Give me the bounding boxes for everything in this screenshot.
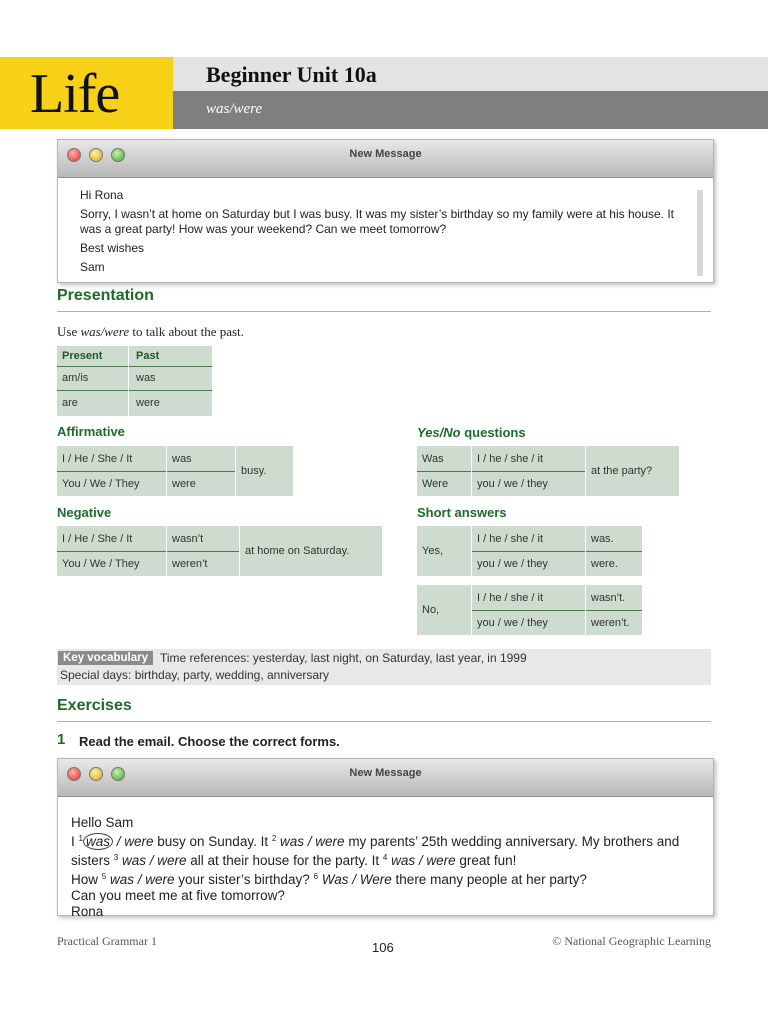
- table-divider: [166, 446, 167, 496]
- table-divider: [585, 446, 586, 496]
- exercises-heading: Exercises: [57, 697, 132, 714]
- special-days: [60, 668, 329, 682]
- key-vocabulary-label: Key vocabulary: [58, 651, 153, 665]
- email-scrollbar[interactable]: [697, 190, 703, 276]
- section-rule: [57, 311, 711, 312]
- text-run: your sister’s birthday?: [174, 872, 314, 887]
- table-cell-end: at the party?: [591, 465, 653, 477]
- time-references-text: yesterday, last night, on Saturday, last year, in 1999: [249, 651, 527, 665]
- table-cell-label: Yes,: [422, 545, 444, 557]
- table-cell: you / we / they: [477, 478, 548, 490]
- table-cell-end: busy.: [241, 465, 267, 477]
- negative-table: [57, 526, 382, 576]
- table-cell: am/is: [62, 372, 89, 384]
- short-answers-heading: Short answers: [417, 505, 507, 520]
- text-run: How: [71, 872, 102, 887]
- table-cell: were: [172, 478, 196, 490]
- table-cell: you / we / they: [477, 558, 548, 570]
- exercise-number: 1: [57, 731, 66, 748]
- short-answers-yes-table: [417, 526, 642, 576]
- short-answers-no-table: [417, 585, 642, 635]
- table-cell: wasn’t.: [591, 591, 626, 604]
- life-logo: Life: [30, 63, 120, 125]
- subtitle-bar: [173, 91, 768, 129]
- email-line: Sorry, I wasn’t at home on Saturday but I was busy. It was my sister’s birthday so my family were at his house. It was a great party! How was your weekend? Can we meet tomorrow?: [80, 207, 675, 236]
- email-line: Can you meet me at five tomorrow?: [71, 888, 285, 903]
- presentation-heading: Presentation: [57, 287, 154, 304]
- text-run: there many people at her party?: [391, 872, 587, 887]
- intro-text: [57, 324, 244, 340]
- time-references-label: Time references:: [160, 651, 250, 665]
- email-body: [58, 178, 713, 275]
- table-divider: [585, 585, 586, 635]
- table-cell: I / he / she / it: [477, 452, 544, 465]
- email-line: Sam: [80, 260, 105, 274]
- special-days-text: birthday, party, wedding, anniversary: [131, 668, 330, 682]
- table-divider: [585, 526, 586, 576]
- table-divider: [166, 526, 167, 576]
- intro-italic: was/were: [80, 324, 130, 339]
- choice[interactable]: Was / Were: [318, 872, 392, 887]
- email-signature: Rona: [71, 904, 104, 919]
- questions-table: [417, 446, 679, 496]
- footer-left: Practical Grammar 1: [57, 934, 157, 948]
- text-run: great fun!: [455, 853, 517, 868]
- table-cell: I / he / she / it: [477, 532, 544, 545]
- table-cell: You / We / They: [62, 558, 140, 570]
- footer-right: © National Geographic Learning: [552, 934, 711, 948]
- table-cell: was: [136, 372, 156, 384]
- negative-heading: Negative: [57, 505, 112, 520]
- table-cell: were.: [591, 558, 618, 570]
- email-window-title: New Message: [349, 148, 422, 160]
- table-divider: [128, 346, 129, 416]
- table-divider: [239, 526, 240, 576]
- table-cell: You / We / They: [62, 478, 140, 490]
- table-cell: you / we / they: [477, 617, 548, 629]
- table-cell-end: at home on Saturday.: [245, 545, 350, 557]
- key-vocabulary-box: [57, 649, 711, 685]
- table-divider: [471, 585, 472, 635]
- choice[interactable]: was / were: [387, 853, 456, 868]
- table-cell: Were: [422, 478, 449, 490]
- gap-number: 4: [382, 853, 388, 862]
- page-number: 106: [372, 940, 394, 955]
- table-divider: [471, 446, 472, 496]
- table-cell: wasn’t: [172, 532, 204, 545]
- table-header: Present: [62, 350, 103, 362]
- email-paragraph: [71, 831, 700, 869]
- email-window-title: New Message: [349, 767, 422, 779]
- questions-heading: [417, 425, 526, 440]
- choice[interactable]: was / were: [276, 834, 345, 849]
- gap-number: 1: [78, 834, 83, 843]
- table-cell: weren’t.: [591, 617, 630, 629]
- gap-number: 5: [101, 872, 107, 881]
- email-line: Best wishes: [80, 241, 145, 255]
- table-cell: weren’t: [172, 558, 208, 570]
- page-title: Beginner Unit 10a: [206, 62, 377, 87]
- questions-heading-rest: questions: [460, 425, 526, 440]
- special-days-label: Special days:: [60, 668, 132, 682]
- affirmative-table: [57, 446, 293, 496]
- table-cell: are: [62, 397, 78, 409]
- exercise-instruction: Read the email. Choose the correct forms.: [79, 734, 340, 749]
- circled-answer: was: [83, 833, 113, 850]
- text-run: busy on Sunday. It: [153, 834, 272, 849]
- text-run: all at their house for the party. It: [186, 853, 383, 868]
- questions-heading-italic: Yes/No: [417, 425, 461, 440]
- intro-prefix: Use: [57, 324, 81, 339]
- text-run: I: [71, 834, 79, 849]
- table-cell-label: No,: [422, 604, 440, 616]
- text-run: my parents’ 25th wedding anniversary. My brothers and sisters: [71, 834, 680, 868]
- page-subtitle: was/were: [206, 101, 263, 117]
- table-cell: was: [172, 452, 192, 465]
- choice[interactable]: was / were: [106, 872, 175, 887]
- table-cell: were: [136, 397, 160, 409]
- gap-number: 2: [271, 834, 277, 843]
- email-window-2: [57, 758, 714, 919]
- table-cell: I / He / She / It: [62, 532, 133, 545]
- time-references: [160, 651, 527, 665]
- table-divider: [471, 526, 472, 576]
- present-past-table: [57, 346, 212, 416]
- email-greeting: Hello Sam: [71, 815, 134, 830]
- email-titlebar: [58, 759, 713, 797]
- table-cell: I / he / she / it: [477, 591, 544, 604]
- gap-number: 3: [113, 853, 119, 862]
- email-line: Hi Rona: [80, 188, 124, 202]
- email-window-1: [57, 139, 714, 283]
- choice[interactable]: was / were: [118, 853, 187, 868]
- section-rule: [57, 721, 711, 722]
- table-cell: I / He / She / It: [62, 452, 133, 465]
- email-titlebar: [58, 140, 713, 178]
- choice: / were: [112, 834, 154, 849]
- table-header: Past: [136, 350, 160, 362]
- affirmative-heading: Affirmative: [57, 424, 125, 439]
- table-cell: Was: [422, 452, 444, 465]
- email-paragraph: [71, 869, 700, 888]
- gap-number: 6: [313, 872, 319, 881]
- intro-suffix: to talk about the past.: [129, 324, 244, 339]
- table-divider: [235, 446, 236, 496]
- table-cell: was.: [591, 532, 614, 545]
- exercise-email-body: [58, 797, 713, 920]
